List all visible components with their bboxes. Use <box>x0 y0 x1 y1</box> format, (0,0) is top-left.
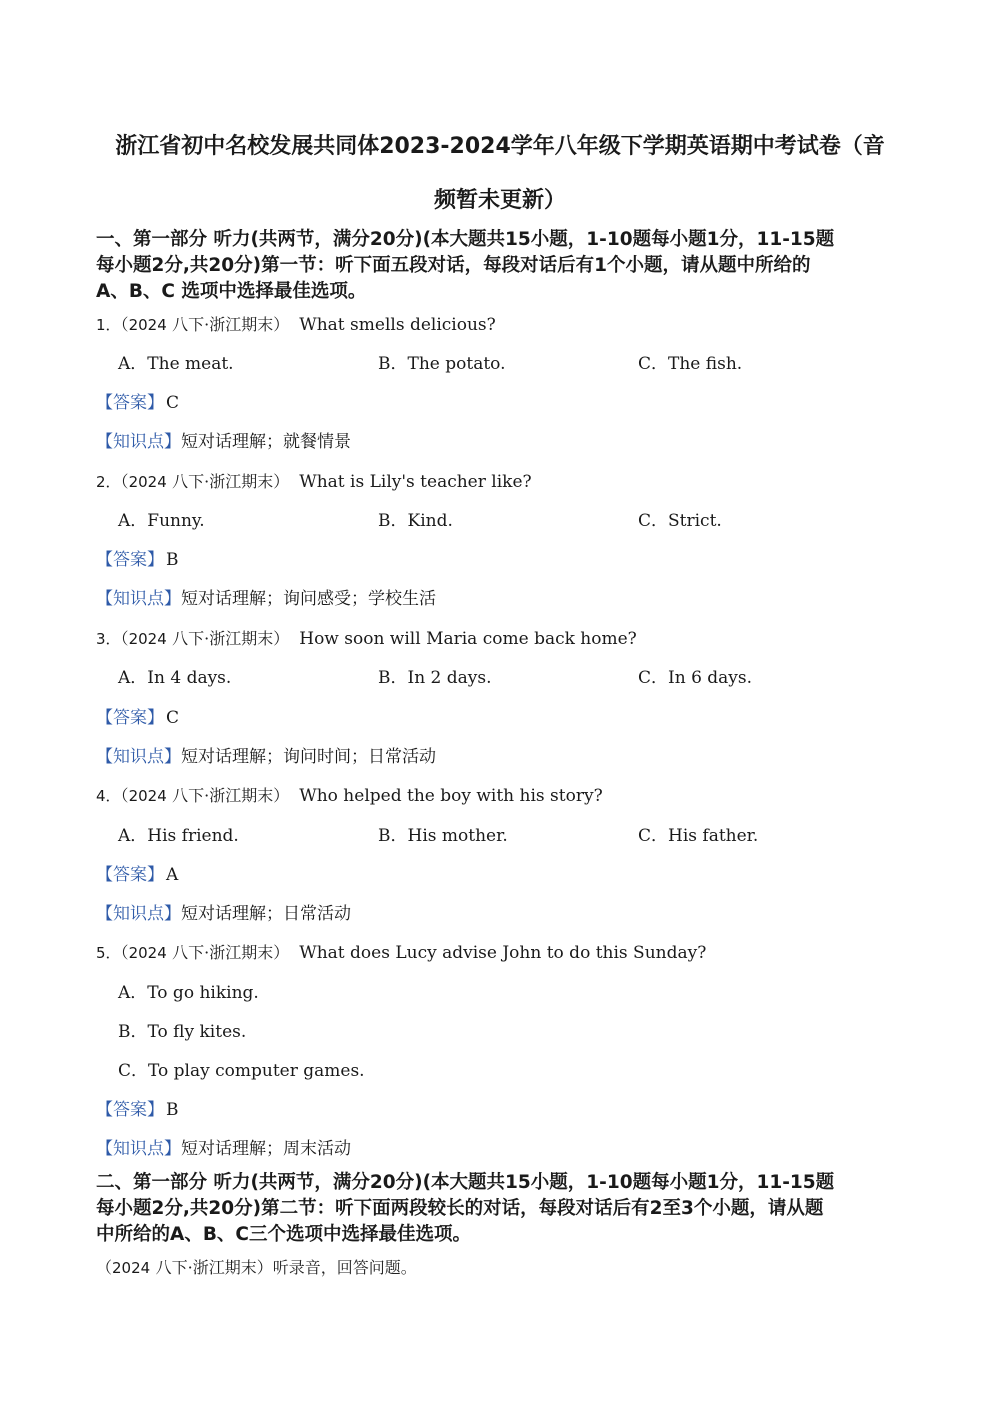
page-title <box>60 134 940 160</box>
q3-option-b[interactable]: B．In 2 days. <box>378 668 492 688</box>
q4-option-c[interactable]: C．His father. <box>638 826 759 846</box>
question-4-stem-line: 4．（2024 八下·浙江期末） Who helped the boy with his story? <box>96 786 603 806</box>
question-number: 4． <box>96 787 121 805</box>
answer-tag: 【答案】 <box>96 1100 164 1120</box>
answer-value: C <box>166 393 180 413</box>
q1-option-a[interactable]: A．The meat. <box>118 354 234 374</box>
knowledge-tag: 【知识点】 <box>96 747 181 767</box>
q2-knowledge <box>96 588 436 610</box>
source-year: 2024 <box>128 787 167 805</box>
knowledge-tag: 【知识点】 <box>96 589 181 609</box>
section-1-heading <box>96 227 926 305</box>
knowledge-value: 短对话理解；询问时间；日常活动 <box>181 747 436 767</box>
q3-knowledge <box>96 746 436 768</box>
q1-option-c[interactable]: C．The fish. <box>638 354 743 374</box>
source-label: 八下·浙江期末） <box>172 629 290 648</box>
q2-option-c[interactable]: C．Strict. <box>638 511 722 531</box>
question-number: 3． <box>96 630 121 648</box>
section-1-line-3: A、B、C 选项中选择最佳选项。 <box>96 281 367 302</box>
page-title-cont <box>60 188 940 214</box>
q5-option-c[interactable]: C．To play computer games. <box>118 1061 365 1081</box>
title-line-1: 浙江省初中名校发展共同体2023-2024学年八年级下学期英语期中考试卷（音 <box>115 134 885 159</box>
q1-option-b[interactable]: B．The potato. <box>378 354 506 374</box>
listening-instruction: （2024 八下·浙江期末）听录音，回答问题。 <box>96 1258 417 1277</box>
source-year: 2024 <box>112 1259 151 1277</box>
question-stem: What does Lucy advise John to do this Sunday? <box>299 943 707 963</box>
question-stem: What smells delicious? <box>299 315 496 335</box>
q4-knowledge <box>96 903 351 925</box>
q3-answer <box>96 707 179 729</box>
source-label: 八下·浙江期末） <box>172 472 290 491</box>
instruction-text: 八下·浙江期末）听录音，回答问题。 <box>155 1258 417 1277</box>
question-number: 5． <box>96 944 121 962</box>
knowledge-tag: 【知识点】 <box>96 1139 181 1159</box>
source-year: 2024 <box>128 473 167 491</box>
q5-knowledge <box>96 1138 351 1160</box>
answer-tag: 【答案】 <box>96 708 164 728</box>
title-line-2: 频暂未更新） <box>433 188 566 213</box>
answer-tag: 【答案】 <box>96 865 164 885</box>
section-1-line-2: 每小题2分,共20分)第一节：听下面五段对话，每段对话后有1个小题，请从题中所给的 <box>96 255 811 276</box>
knowledge-tag: 【知识点】 <box>96 432 181 452</box>
answer-value: B <box>166 550 179 570</box>
q5-answer <box>96 1099 179 1121</box>
answer-tag: 【答案】 <box>96 550 164 570</box>
knowledge-value: 短对话理解；就餐情景 <box>181 432 351 452</box>
knowledge-value: 短对话理解；询问感受；学校生活 <box>181 589 436 609</box>
knowledge-value: 短对话理解；周末活动 <box>181 1139 351 1159</box>
source-year: 2024 <box>128 944 167 962</box>
question-1-stem-line: 1．（2024 八下·浙江期末） What smells delicious? <box>96 315 496 335</box>
answer-value: B <box>166 1100 179 1120</box>
q3-option-a[interactable]: A．In 4 days. <box>118 668 232 688</box>
q4-answer <box>96 864 178 886</box>
question-stem: How soon will Maria come back home? <box>299 629 637 649</box>
source-label: 八下·浙江期末） <box>172 786 290 805</box>
q2-option-b[interactable]: B．Kind. <box>378 511 453 531</box>
section-2-heading <box>96 1170 926 1248</box>
question-stem: What is Lily's teacher like? <box>299 472 532 492</box>
question-number: 2． <box>96 473 121 491</box>
question-5-stem-line: 5．（2024 八下·浙江期末） What does Lucy advise John to do this Sunday? <box>96 943 707 963</box>
q5-option-b[interactable]: B．To fly kites. <box>118 1022 247 1042</box>
question-3-stem-line: 3．（2024 八下·浙江期末） How soon will Maria come back home? <box>96 629 637 649</box>
section-2-line-2: 每小题2分,共20分)第二节：听下面两段较长的对话，每段对话后有2至3个小题，请从题 <box>96 1198 824 1219</box>
source-label: 八下·浙江期末） <box>172 943 290 962</box>
source-label: 八下·浙江期末） <box>172 315 290 334</box>
q4-option-b[interactable]: B．His mother. <box>378 826 508 846</box>
source-year: 2024 <box>128 316 167 334</box>
q4-option-a[interactable]: A．His friend. <box>118 826 239 846</box>
q2-answer <box>96 549 179 571</box>
answer-value: C <box>166 708 180 728</box>
section-2-line-1: 二、第一部分 听力(共两节，满分20分)(本大题共15小题，1-10题每小题1分，11-15题 <box>96 1172 835 1193</box>
section-2-line-3: 中所给的A、B、C三个选项中选择最佳选项。 <box>96 1224 471 1245</box>
answer-value: A <box>166 865 179 885</box>
q5-option-a[interactable]: A．To go hiking. <box>118 983 259 1003</box>
q1-knowledge <box>96 431 351 453</box>
section-1-line-1: 一、第一部分 听力(共两节，满分20分)(本大题共15小题，1-10题每小题1分，11-15题 <box>96 229 835 250</box>
q1-answer <box>96 392 179 414</box>
q2-option-a[interactable]: A．Funny. <box>118 511 205 531</box>
knowledge-value: 短对话理解；日常活动 <box>181 904 351 924</box>
question-number: 1． <box>96 316 121 334</box>
knowledge-tag: 【知识点】 <box>96 904 181 924</box>
answer-tag: 【答案】 <box>96 393 164 413</box>
source-year: 2024 <box>128 630 167 648</box>
question-stem: Who helped the boy with his story? <box>299 786 603 806</box>
q3-option-c[interactable]: C．In 6 days. <box>638 668 753 688</box>
question-2-stem-line: 2．（2024 八下·浙江期末） What is Lily's teacher like? <box>96 472 532 492</box>
